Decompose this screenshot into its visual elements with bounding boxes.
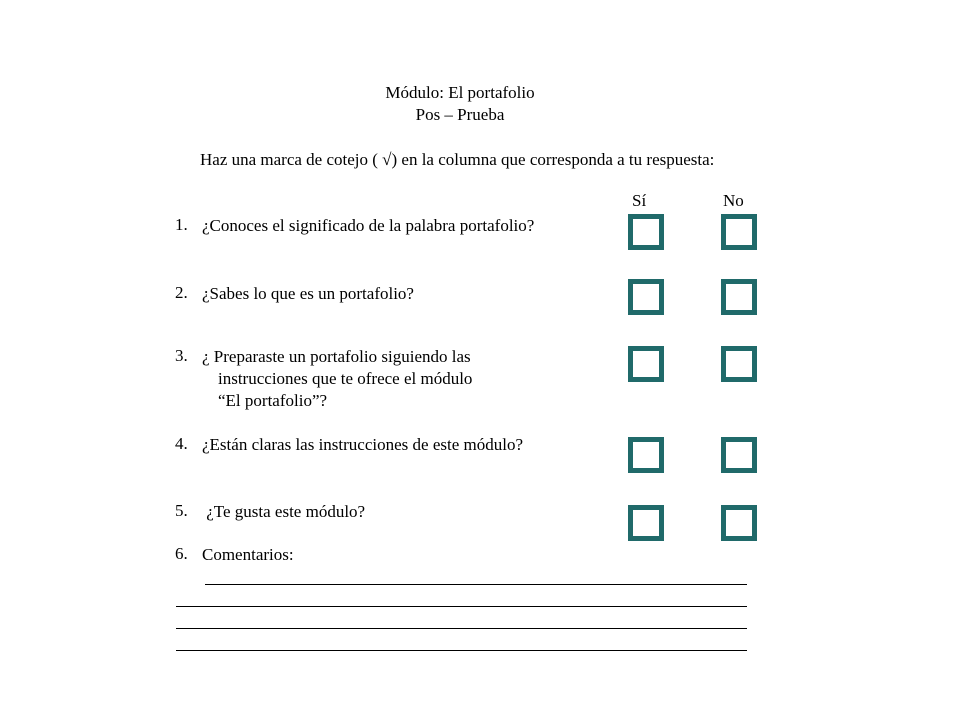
checkbox-no-1[interactable] [721, 214, 757, 250]
comment-line-3[interactable] [176, 628, 747, 629]
question-text: ¿Conoces el significado de la palabra portafolio? [202, 216, 535, 235]
question-number: 5. [175, 501, 188, 520]
question-text: ¿Están claras las instrucciones de este módulo? [202, 435, 523, 454]
question-text-line-1: ¿ Preparaste un portafolio siguiendo las [202, 347, 471, 366]
checkbox-no-5[interactable] [721, 505, 757, 541]
checkbox-yes-3[interactable] [628, 346, 664, 382]
question-text-line-3: “El portafolio”? [218, 391, 328, 410]
comment-line-2[interactable] [176, 606, 747, 607]
question-text: ¿Sabes lo que es un portafolio? [202, 284, 414, 303]
checkbox-no-2[interactable] [721, 279, 757, 315]
column-header-yes: Sí [632, 191, 647, 210]
column-header-no: No [723, 191, 744, 210]
checkbox-no-3[interactable] [721, 346, 757, 382]
comment-line-1[interactable] [205, 584, 747, 585]
question-number: 1. [175, 215, 188, 234]
comments-label: Comentarios: [202, 545, 294, 564]
comment-line-4[interactable] [176, 650, 747, 651]
question-text-line-2: instrucciones que te ofrece el módulo [218, 369, 473, 388]
checkbox-yes-5[interactable] [628, 505, 664, 541]
comments-number: 6. [175, 544, 188, 563]
module-title: Módulo: El portafolio [385, 83, 535, 102]
checkbox-yes-2[interactable] [628, 279, 664, 315]
checkbox-yes-4[interactable] [628, 437, 664, 473]
question-number: 4. [175, 434, 188, 453]
checkbox-yes-1[interactable] [628, 214, 664, 250]
question-number: 3. [175, 346, 188, 365]
module-subtitle: Pos – Prueba [415, 105, 505, 124]
question-text: ¿Te gusta este módulo? [202, 502, 366, 521]
instructions: Haz una marca de cotejo ( √) en la columna que corresponda a tu respuesta: [200, 150, 715, 169]
checkbox-no-4[interactable] [721, 437, 757, 473]
question-number: 2. [175, 283, 188, 302]
